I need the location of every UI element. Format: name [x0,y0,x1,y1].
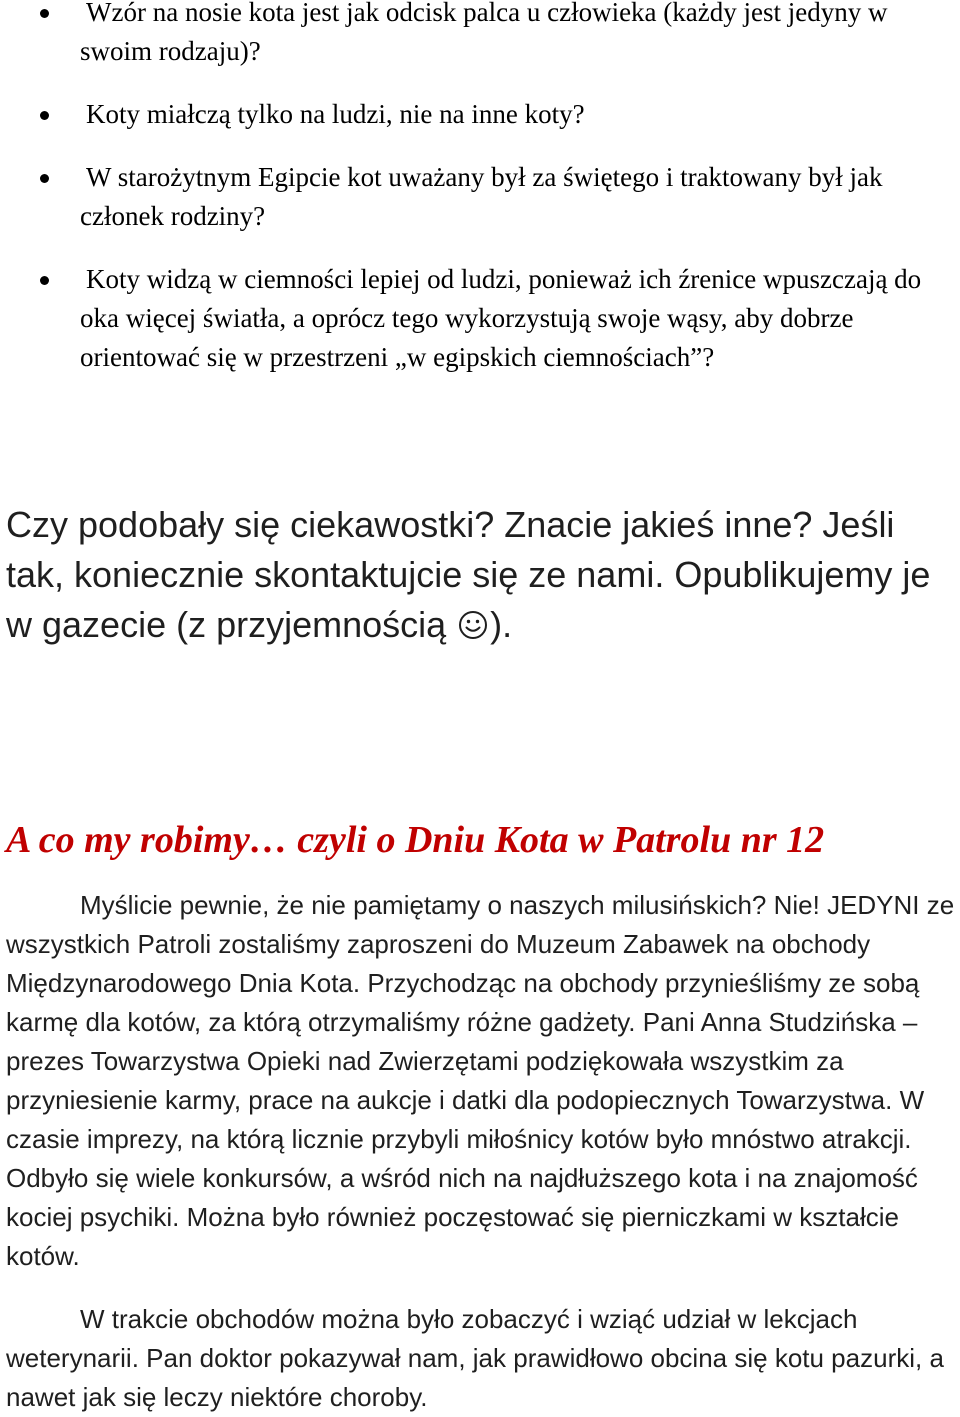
list-item-text: Wzór na nosie kota jest jak odcisk palca u człowieka (każdy jest jedyny w swoim rodzaju)? [80,0,888,66]
list-item [0,260,960,377]
reader-question-paragraph [6,500,956,650]
bullet-icon [40,276,49,285]
question-text-end: ). [490,604,513,645]
smiley-face-icon [458,610,488,640]
list-item [0,0,960,71]
list-item-text: Koty widzą w ciemności lepiej od ludzi, ponieważ ich źrenice wpuszczają do oka więcej światła, a oprócz tego wykorzystują swoje wąsy, aby dobrze orientować się w przestrzeni „w egipskich ciemnościach”? [80,264,922,372]
fun-facts-list [0,0,960,401]
section-paragraph-1: Myślicie pewnie, że nie pamiętamy o naszych milusińskich? Nie! JEDYNI ze wszystkich Patroli zostaliśmy zaproszeni do Muzeum Zabawek na obchody Międzynarodowego Dnia Kota. Przychodząc na obchody przynieśliśmy ze sobą karmę dla kotów, za którą otrzymaliśmy różne gadżety. Pani Anna Studzińska – prezes Towarzystwa Opieki nad Zwierzętami podziękowała wszystkim za przyniesienie karmy, prace na aukcje i datki dla podopiecznych Towarzystwa. W czasie imprezy, na którą licznie przybyli miłośnicy kotów było mnóstwo atrakcji. Odbyło się wiele konkursów, a wśród nich na najdłuższego kota i na znajomość kociej psychiki. Można było również poczęstować się pierniczkami w kształcie kotów. [6,890,955,1271]
list-item-text: W starożytnym Egipcie kot uważany był za świętego i traktowany był jak członek rodziny? [80,162,883,231]
question-text: Czy podobały się ciekawostki? Znacie jakieś inne? Jeśli tak, koniecznie skontaktujcie się ze nami. Opublikujemy je w gazecie (z przyjemnością [6,504,931,645]
list-item [0,158,960,236]
list-item-text: Koty miałczą tylko na ludzi, nie na inne koty? [86,99,585,129]
bullet-icon [40,9,49,18]
bullet-icon [40,111,49,120]
list-item [0,95,960,134]
section-paragraph-2: W trakcie obchodów można było zobaczyć i wziąć udział w lekcjach weterynarii. Pan doktor pokazywał nam, jak prawidłowo obcina się kotu pazurki, a nawet jak się leczy niektóre choroby. [6,1304,944,1412]
bullet-icon [40,174,49,183]
section-heading: A co my robimy… czyli o Dniu Kota w Patrolu nr 12 [6,819,825,861]
